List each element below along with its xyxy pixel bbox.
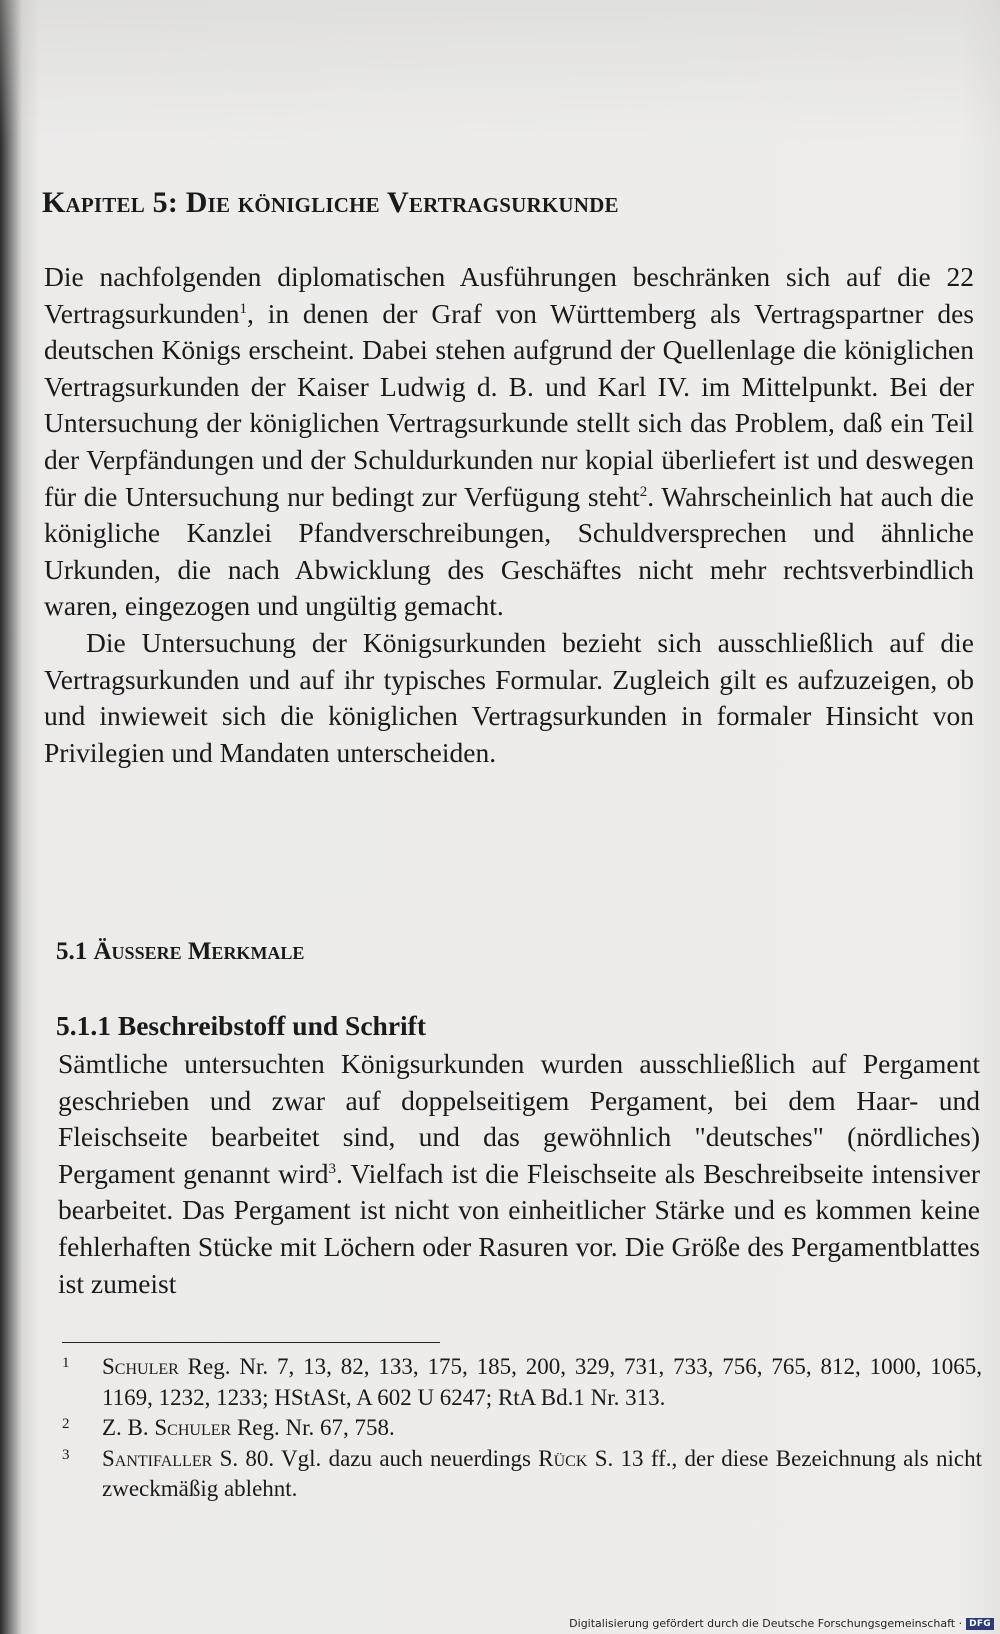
footnote-3: 3 Santifaller S. 80. Vgl. dazu auch neuerdings Rück S. 13 ff., der diese Bezeichnung als nicht zweckmäßig ablehnt. bbox=[62, 1444, 982, 1505]
footnote-2: 2 Z. B. Schuler Reg. Nr. 67, 758. bbox=[62, 1413, 982, 1444]
dfg-logo-icon: DFG bbox=[966, 1618, 994, 1630]
body-text bbox=[58, 1046, 980, 1302]
footnote-author: Schuler bbox=[102, 1354, 179, 1379]
paragraph-1: Die nachfolgenden diplomatischen Ausführungen beschränken sich auf die 22 Vertragsurkunden$^1$, in denen der Graf von Württemberg als Vertragspartner des deutschen Königs erscheint. Dabei stehen aufgrund der Quellenlage die königlichen Vertragsurkunden der Kaiser Ludwig d. B. und Karl IV. im Mittelpunkt. Bei der Untersuchung der königlichen Vertragsurkunde stellt sich das Problem, daß ein Teil der Verpfändungen und der Schuldurkunden nur kopial überliefert ist und deswegen für die Untersuchung nur bedingt zur Verfügung steht$^2$. Wahrscheinlich hat auch die königliche Kanzlei Pfandverschreibungen, Schuldversprechen und ähnliche Urkunden, die nach Abwicklung des Geschäftes nicht mehr rechtsverbindlich waren, eingezogen und ungültig gemacht. bbox=[44, 261, 975, 622]
subsection-title: 5.1.1 Beschreibstoff und Schrift bbox=[56, 1010, 426, 1041]
footnote-author: Schuler bbox=[154, 1415, 232, 1440]
digitization-credit bbox=[569, 1617, 994, 1630]
footnote-rule bbox=[62, 1342, 440, 1343]
footnote-ref-2[interactable]: 2 bbox=[639, 483, 648, 500]
footnote-ref-3[interactable]: 3 bbox=[328, 1160, 337, 1177]
intro-text bbox=[44, 259, 974, 771]
footnote-author: Rück bbox=[538, 1445, 588, 1471]
footnote-1: 1 Schuler Reg. Nr. 7, 13, 82, 133, 175, 185, 200, 329, 731, 733, 756, 765, 812, 1000, 1065, 1169, 1232, 1233; HStASt, A 602 U 6247; RtA Bd.1 Nr. 313. bbox=[62, 1352, 982, 1413]
footnote-author: Santifaller bbox=[102, 1445, 213, 1471]
show-through-shading bbox=[0, 0, 1000, 140]
footnote-number: 3 bbox=[62, 1446, 70, 1463]
paragraph-3: Sämtliche untersuchten Königsurkunden wurden ausschließlich auf Pergament geschrieben und zwar auf doppelseitigem Pergament, bei dem Haar- und Fleischseite bearbeitet sind, und das gewöhnlich "deutsches" (nördliches) Pergament genannt wird$^3$. Vielfach ist die Fleischseite als Beschreibseite intensiver bearbeitet. Das Pergament ist nicht von einheitlicher Stärke und es kommen keine fehlerhaften Stücke mit Löchern oder Rasuren vor. Die Größe des Pergamentblattes ist zumeist bbox=[58, 1048, 980, 1299]
paragraph-2: Die Untersuchung der Königsurkunden bezieht sich ausschließlich auf die Vertragsurkunden und auf ihr typisches Formular. Zugleich gilt es aufzuzeigen, ob und inwieweit sich die königlichen Vertragsurkunden in formaler Hinsicht von Privilegien und Mandaten unterscheiden. bbox=[44, 626, 974, 768]
footnotes bbox=[62, 1352, 982, 1505]
chapter-title: Kapitel 5: Die königliche Vertragsurkunde bbox=[42, 186, 619, 219]
credit-text: Digitalisierung gefördert durch die Deutsche Forschungsgemeinschaft · bbox=[569, 1617, 963, 1630]
section-title: 5.1 Äußere Merkmale bbox=[56, 938, 305, 965]
footnote-number: 2 bbox=[62, 1416, 70, 1432]
footnote-ref-1[interactable]: 1 bbox=[239, 300, 247, 317]
footnote-number: 1 bbox=[62, 1355, 70, 1371]
